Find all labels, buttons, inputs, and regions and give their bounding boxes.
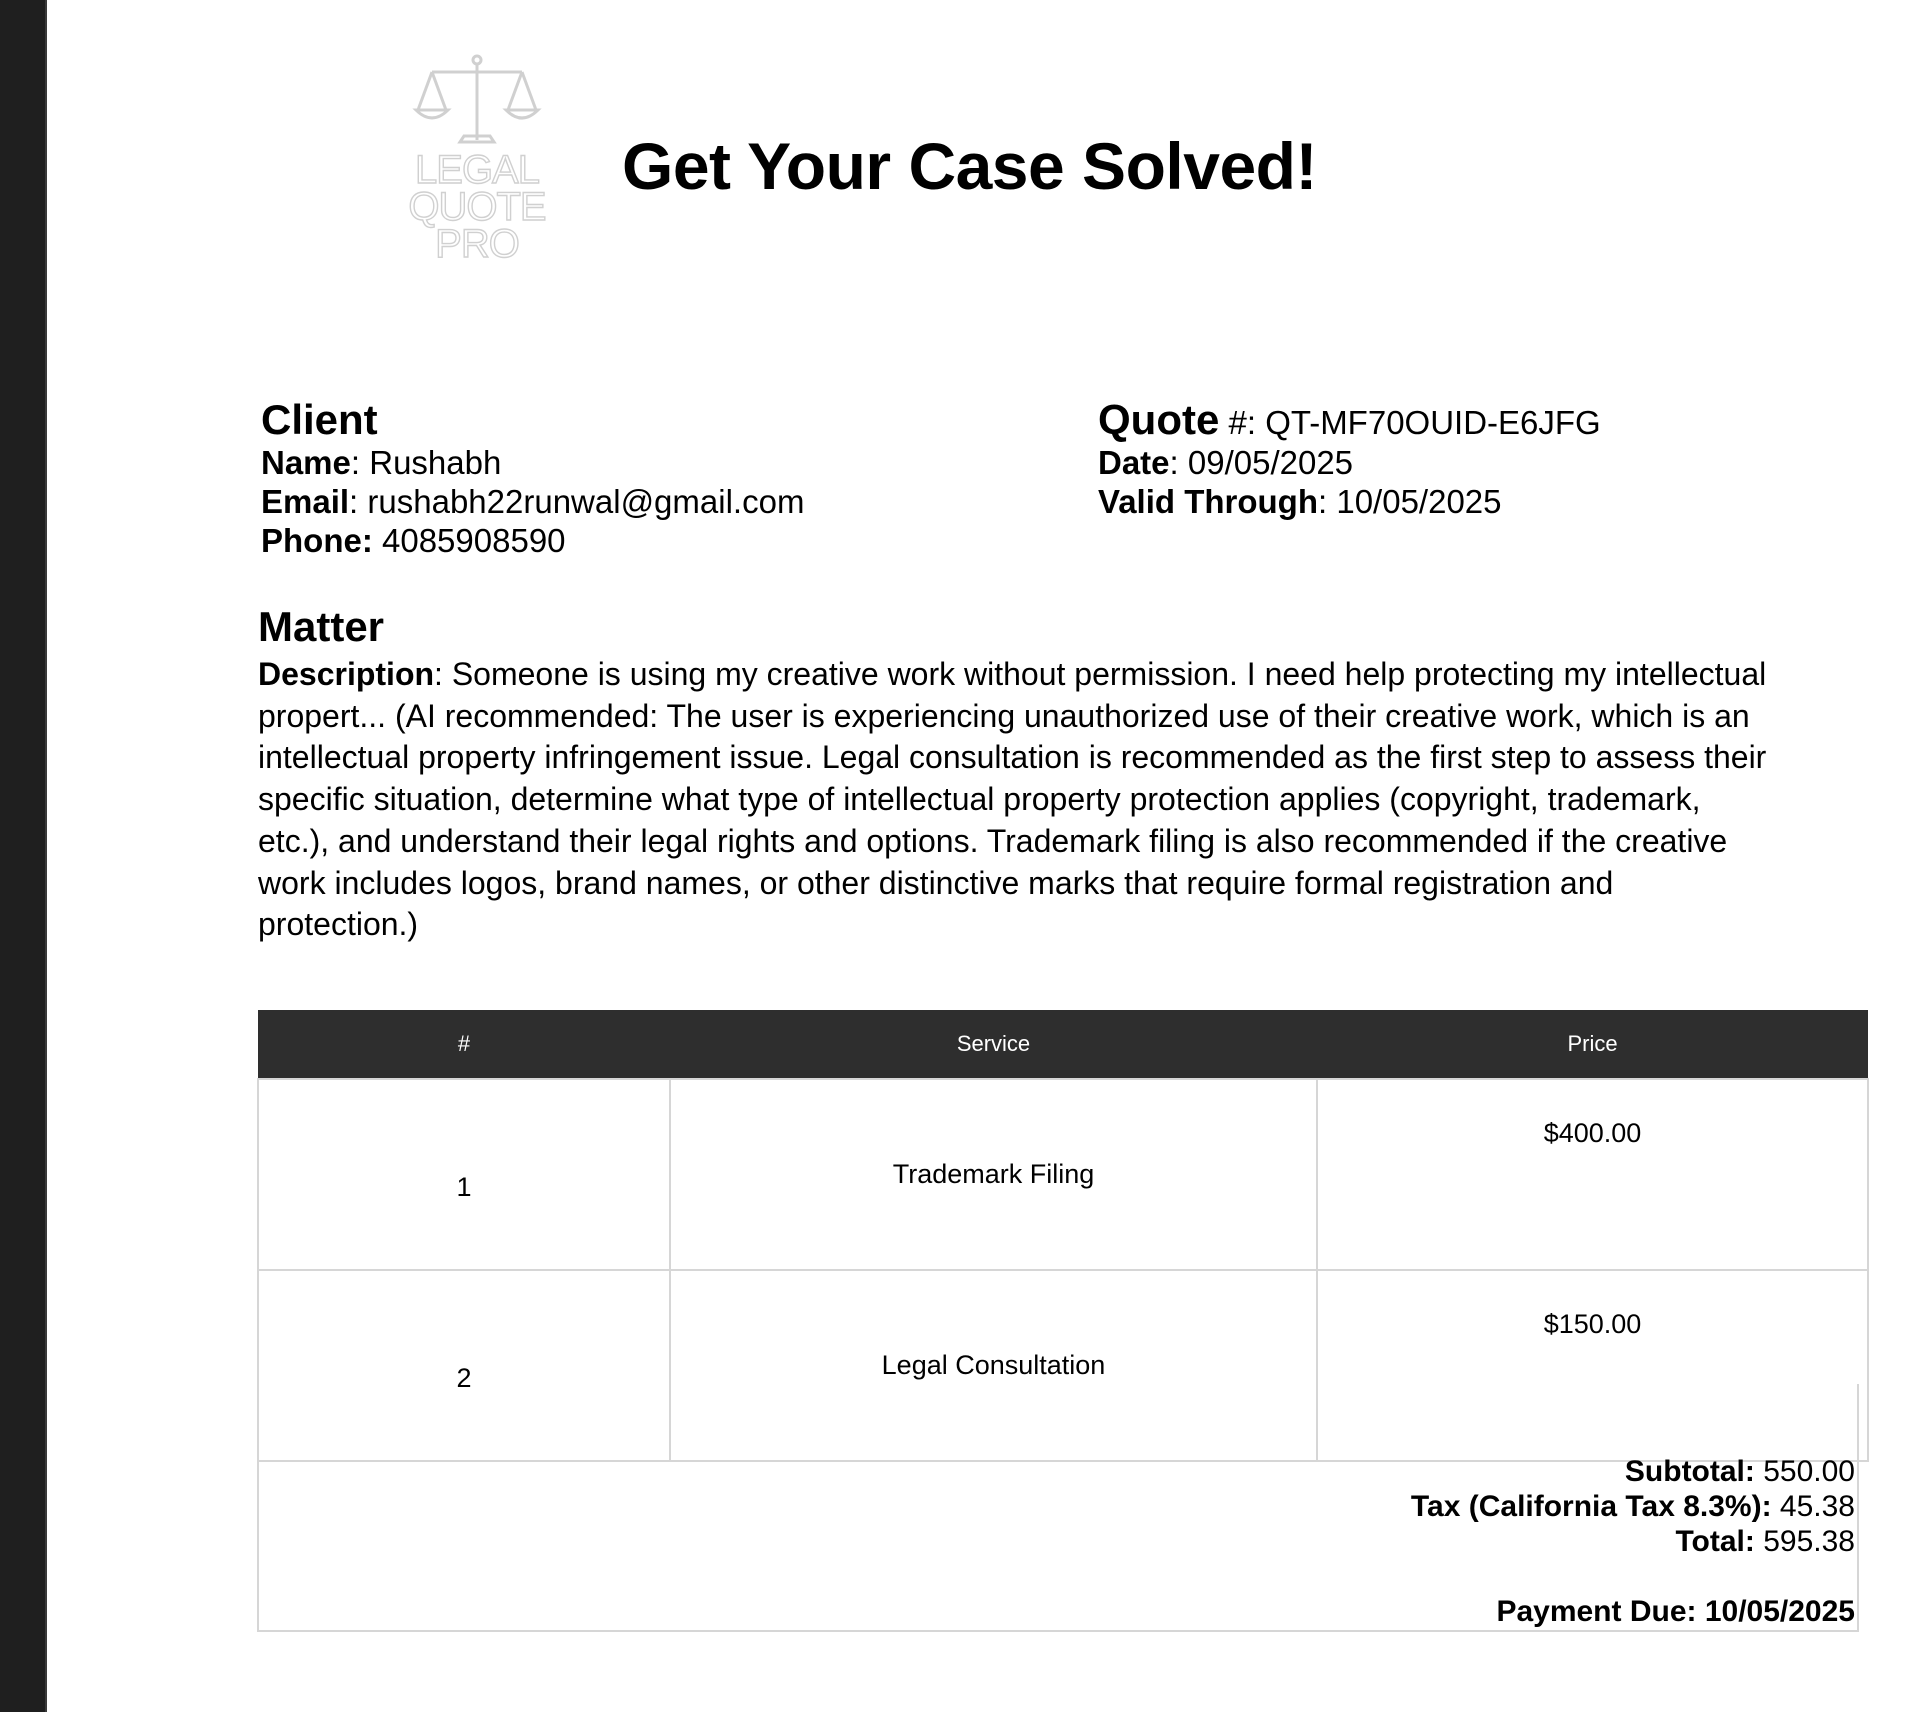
payment-due-row xyxy=(1411,1594,1855,1629)
subtotal-value: 550.00 xyxy=(1763,1455,1855,1488)
total-value: 595.38 xyxy=(1763,1525,1855,1558)
table-header-row xyxy=(258,1010,1868,1079)
client-phone-row xyxy=(261,521,804,560)
tax-value: 45.38 xyxy=(1779,1490,1855,1523)
total-label: Total: xyxy=(1675,1525,1755,1558)
client-email-row: Email: rushabh22runwal@gmail.com xyxy=(261,483,805,520)
row-price: $400.00 xyxy=(1317,1079,1868,1270)
quote-number-label: #: xyxy=(1228,404,1257,441)
subtotal-row xyxy=(1411,1454,1855,1489)
client-name-row: Name: Rushabh xyxy=(261,444,502,481)
tax-label: Tax (California Tax 8.3%): xyxy=(1410,1490,1772,1523)
client-name-label: Name xyxy=(261,444,351,481)
totals-summary xyxy=(1411,1454,1855,1629)
brand-logo xyxy=(402,52,552,266)
column-header-price: Price xyxy=(1317,1010,1868,1079)
client-email-value: rushabh22runwal@gmail.com xyxy=(367,483,805,520)
quote-number-value: QT-MF70OUID-E6JFG xyxy=(1265,404,1601,441)
quote-date-label: Date xyxy=(1098,444,1170,481)
quote-date-value: 09/05/2025 xyxy=(1187,444,1354,481)
total-row xyxy=(1411,1524,1855,1559)
matter-description: Description: Someone is using my creative work without permission. I need help protecting my intellectual propert... (AI recommended: The user is experiencing unauthorized use of their creative work, which is an intellectual property infringement issue. Legal consultation is recommended as the first step to assess their specific situation, determine what type of intellectual property protection applies (copyright, trademark, etc.), and understand their legal rights and options. Trademark filing is also recommended if the creative work includes logos, brand names, or other distinctive marks that require formal registration and protection.) xyxy=(258,656,1767,943)
quote-heading-row xyxy=(1098,397,1601,443)
logo-text-line2: QUOTE xyxy=(408,185,546,229)
row-number: 1 xyxy=(258,1079,670,1270)
quote-valid-row: Valid Through: 10/05/2025 xyxy=(1098,483,1502,520)
logo-text-line1: LEGAL xyxy=(415,148,539,192)
matter-section xyxy=(258,604,1778,946)
row-price: $150.00 xyxy=(1317,1270,1868,1461)
row-service: Legal Consultation xyxy=(670,1270,1317,1461)
table-row xyxy=(258,1079,1868,1270)
client-section xyxy=(261,397,804,560)
quote-valid-label: Valid Through xyxy=(1098,483,1318,520)
quote-date-row: Date: 09/05/2025 xyxy=(1098,444,1354,481)
quote-document xyxy=(47,0,1930,1712)
column-header-service: Service xyxy=(670,1010,1317,1079)
client-phone-value: 4085908590 xyxy=(382,522,566,559)
page-title: Get Your Case Solved! xyxy=(622,129,1317,203)
row-service: Trademark Filing xyxy=(670,1079,1317,1270)
matter-heading: Matter xyxy=(258,603,385,650)
totals-section xyxy=(257,1384,1859,1632)
client-name-value: Rushabh xyxy=(369,444,502,481)
client-phone-label: Phone: xyxy=(261,522,373,559)
logo-text-line3: PRO xyxy=(435,222,519,266)
client-email-label: Email xyxy=(261,483,350,520)
column-header-number: # xyxy=(258,1010,670,1079)
payment-due-label: Payment Due: xyxy=(1496,1595,1697,1628)
payment-due-value: 10/05/2025 xyxy=(1704,1595,1855,1628)
client-heading: Client xyxy=(261,396,378,443)
subtotal-label: Subtotal: xyxy=(1624,1455,1755,1488)
window-left-border xyxy=(0,0,47,1712)
scales-of-justice-icon xyxy=(412,52,542,152)
quote-valid-value: 10/05/2025 xyxy=(1336,483,1502,520)
description-label: Description xyxy=(258,656,435,692)
tax-row xyxy=(1411,1489,1855,1524)
quote-heading: Quote xyxy=(1098,396,1220,443)
quote-section xyxy=(1098,397,1601,521)
description-text: Someone is using my creative work without permission. I need help protecting my intellectual propert... (AI recommended: The user is experiencing unauthorized use of their creative work, which is an intellectual property infringement issue. Legal consultation is recommended as the first step to assess their specific situation, determine what type of intellectual property protection applies (copyright, trademark, etc.), and understand their legal rights and options. Trademark filing is also recommended if the creative work includes logos, brand names, or other distinctive marks that require formal registration and protection.) xyxy=(258,656,1767,943)
row-number: 2 xyxy=(258,1270,670,1461)
